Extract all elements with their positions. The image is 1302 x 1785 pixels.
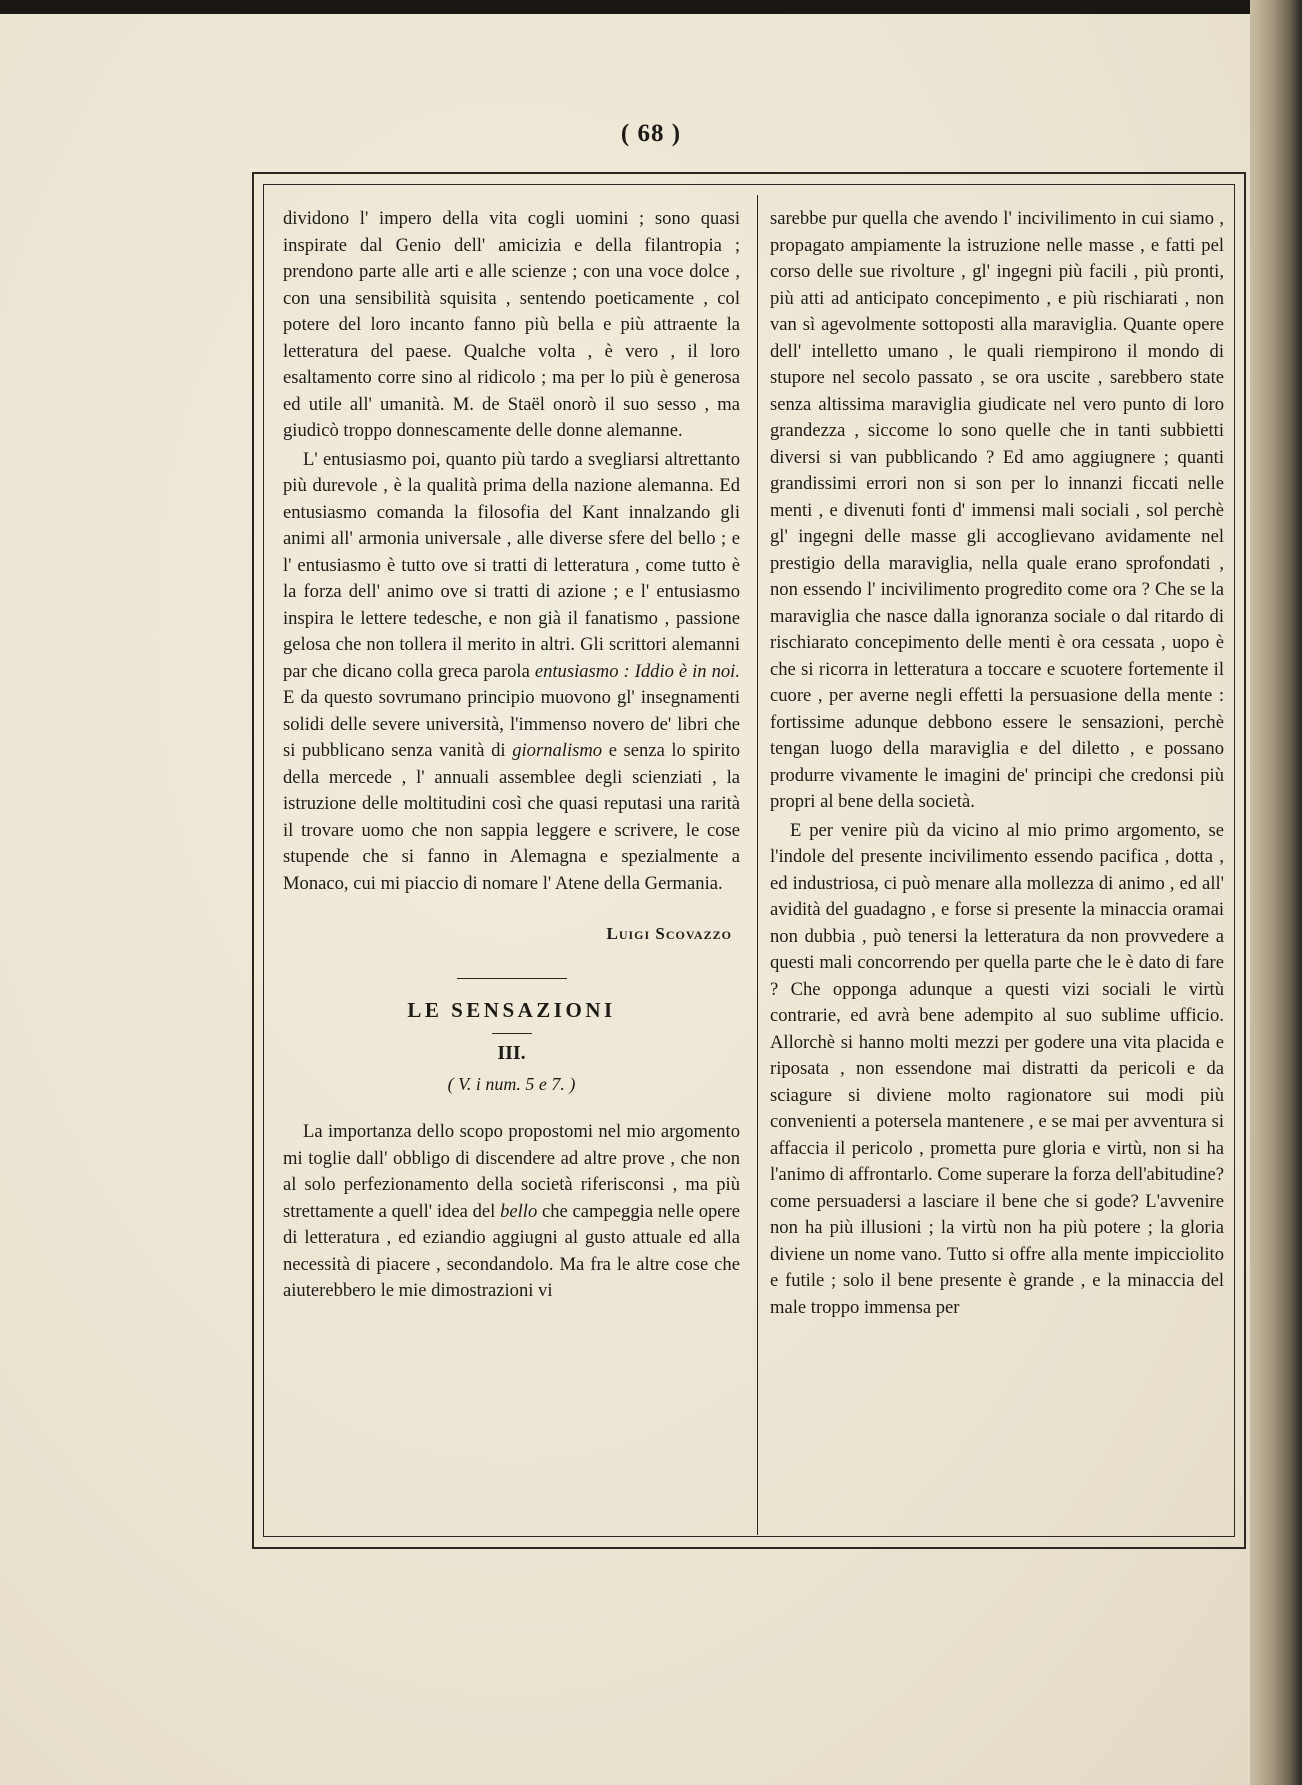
section-title: LE SENSAZIONI — [407, 997, 616, 1022]
page-number: ( 68 ) — [620, 120, 682, 147]
text-run: L' entusiasmo poi, quanto più tardo a svegliarsi altrettanto più durevole , è la qualità prima della nazione alemanna. Ed entusiasmo comanda la filosofia del Kant innalzando gli animi all' armonia universale , alle diverse sfere del bello ; e l' entusiasmo è tutto ove si tratti di letteratura , come tutto è la forza dell' animo ove si tratti di azione ; e l' entusiasmo inspira le lettere tedesche, e non già il fanatismo , passione gelosa che non tollera il merito in altri. Gli scrittori alemanni par che dicano colla greca parola — [283, 448, 740, 682]
text-run: La importanza dello scopo propostomi nel mio argomento mi toglie dall' obbligo di discendere ad altre prove , che non al solo perfezionamento della società riferisconsi , ma più strettamente a quell' idea del — [283, 1121, 740, 1222]
paragraph: E per venire più da vicino al mio primo argomento, se l'indole del presente incivilimento essendo pacifica , dotta , ed industriosa, ci può menare alla mollezza di animo , ed all' avidità del guadagno , e forse si presente la minaccia oramai non dubbia , può tenersi la letteratura da non provvedere a questi mali concorrendo per quella parte che le è dato di fare ? Che opponga adunque a questi vizi sociali le virtù contrarie, ed avrà bene adempito al suo sublime ufficio. Allorchè si hanno molti mezzi per godere una vita placida e riposata , non essendone mai distratti da pericoli e da sciagure si diviene molto ragionatore sui modi più convenienti a potersela mantenere , e se mai per avventura si affaccia il pericolo , prometta pure gloria e virtù, non si ha l'animo di affrontarlo. Come superare la forza dell'abitudine? come persuadersi a lasciare il bene che si gode? L'avvenire non ha più illusioni ; la virtù non ha più potere ; la gloria diviene un nome vano. Tutto si offre alla mente impicciolito e futile ; solo il bene presente è grande , e la minaccia del male troppo immensa per — [770, 819, 1224, 1318]
left-column — [283, 206, 740, 1305]
paragraph: sarebbe pur quella che avendo l' incivilimento in cui siamo , propagato ampiamente la istruzione nelle masse , e fatti pel corso delle sue rivolture , gl' ingegni più facili , più pronti, più atti ad anticipato concepimento , e più rischiarati , non van sì agevolmente sottoposti alla maraviglia. Quante opere dell' intelletto umano , le quali riempirono il mondo di stupore nel secolo passato , se ora uscite , sarebbero state senza altissima maraviglia giudicate nel vero punto di loro grandezza , siccome lo sono quelle che in tanti subbietti diversi si van pubblicando ? Ed amo aggiugnere ; quanti grandissimi errori non si son per lo innanzi ficcati nelle menti , e divenuti fonti d' immensi mali sociali , sol perchè gl' ingegni delle masse gli accoglievano avidamente nel prestigio della maraviglia, nella quale erano sprofondati , non essendo l' incivilimento progredito come ora ? Che se la maraviglia che nasce dalla ignoranza sociale o dal ritardo di rischiarato concepimento delle menti è ora cessata , uopo è che si ricorra in letteratura a toccare e scuotere fortemente il cuore , per averne negli effetti la persuasione della mente : fortissime adunque debbono essere le sensazioni, perchè tengan luogo della maraviglia e del diletto , e possano produrre vivamente le imagini de' principi che credonsi più propri al bene della società. — [770, 208, 1224, 812]
italic-run: giornalismo — [512, 740, 603, 761]
paragraph: dividono l' impero della vita cogli uomini ; sono quasi inspirate dal Genio dell' amicizia e della filantropia ; prendono parte alle arti e alle scienze ; con una voce dolce , con una sensibilità squisita , sentendo poeticamente , col potere del loro incanto fanno più bella e più attraente la letteratura del paese. Qualche volta , è vero , il loro esaltamento corre sino al ridicolo ; ma per lo più è generosa ed utile all' umanità. M. de Staël onorò il suo sesso , ma giudicò troppo donnescamente delle donne alemanne. — [283, 208, 740, 441]
right-column — [770, 206, 1224, 1321]
italic-run: entusiasmo : Iddio è in noi. — [534, 660, 740, 682]
italic-run: bello — [500, 1200, 538, 1222]
text-run: che campeggia nelle opere di letteratura , ed eziandio aggiugni al gusto attuale ed alla necessità di piacere , secondandolo. Ma fra le altre cose che aiuterebbero le mie dimostrazioni vi — [283, 1200, 740, 1301]
paragraph — [283, 1119, 740, 1305]
text-run: E da questo sovrumano principio muovono gl' insegnamenti solidi delle severe università, l'immenso novero de' libri che si pubblicano senza vanità di — [283, 687, 740, 761]
section-numeral: III. — [497, 1042, 526, 1064]
author-signature: Luigi Scovazzo — [606, 924, 732, 943]
section-separator-short — [492, 1033, 532, 1034]
text-run: e senza lo spirito della mercede , l' annuali assemblee degli scienziati , la istruzione delle moltitudini così che quasi reputasi una rarità il trovare uomo che non sappia leggere e scrivere, le cose stupende che si fanno in Alemagna e spezialmente a Monaco, cui mi piaccio di nomare l' Atene della Germania. — [283, 740, 741, 894]
paragraph — [283, 447, 740, 898]
page-edge-shadow — [1250, 0, 1302, 1785]
section-reference: ( V. i num. 5 e 7. ) — [447, 1073, 576, 1094]
section-separator — [457, 978, 567, 979]
column-divider — [757, 195, 758, 1535]
